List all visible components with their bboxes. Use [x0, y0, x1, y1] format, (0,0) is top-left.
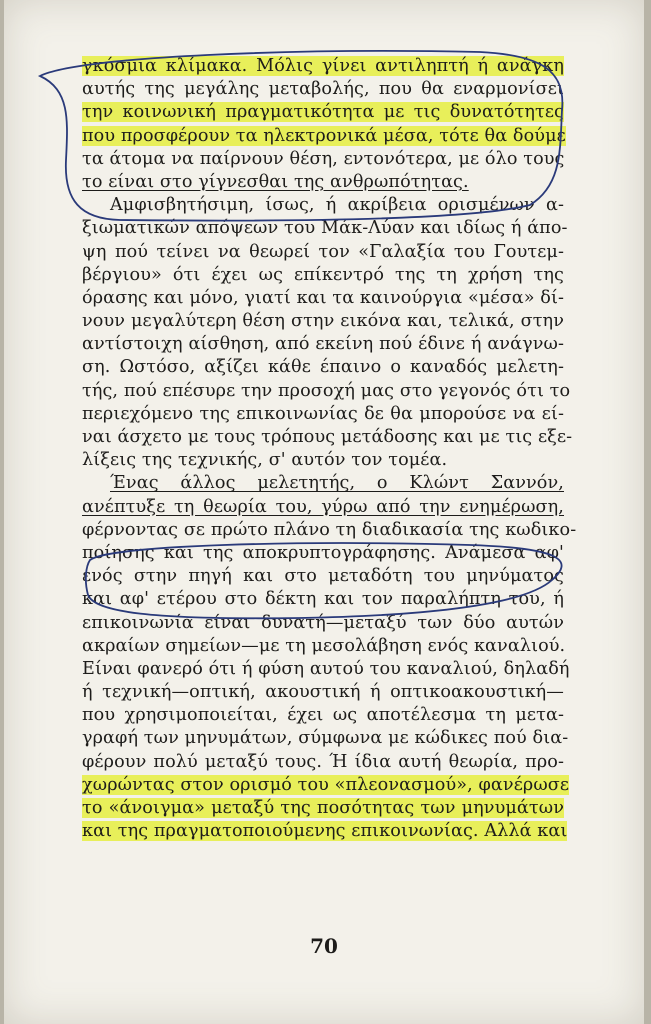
text-line: Είναι φανερό ότι ή φύση αυτού του καναλιού, δηλαδή [82, 658, 570, 679]
text-line: Ένας άλλος μελετητής, ο Κλώντ Σαννόν, [110, 473, 564, 494]
text-line: φέρνοντας σε πρώτο πλάνο τη διαδικασία της κωδικο- [82, 519, 577, 540]
text-line: ανέπτυξε τη θεωρία του, γύρω από την ενημέρωση, [82, 496, 564, 517]
text-line: επικοινωνία είναι δυνατή—μεταξύ των δύο αυτών [82, 612, 564, 633]
text-line: Αμφισβητήσιμη, ίσως, ή ακρίβεια ορισμένων α- [110, 195, 564, 216]
text-line: που χρησιμοποιείται, έχει ως αποτέλεσμα τη μετα- [82, 705, 564, 726]
book-page [4, 0, 644, 1024]
text-line: ναι άσχετο με τους τρόπους μετάδοσης και με τις εξε- [82, 427, 573, 447]
text-line: αυτής της μεγάλης μεταβολής, που θα εναρμονίσει [82, 79, 564, 100]
text-line: γκόσμια κλίμακα. Μόλις γίνει αντιληπτή ή ανάγκη [82, 56, 564, 76]
text-line: που προσφέρουν τα ηλεκτρονικά μέσα, τότε θα δούμε [82, 125, 566, 146]
text-line: λίξεις της τεχνικής, σ' αυτόν τον τομέα. [82, 450, 448, 471]
text-line: τα άτομα να παίρνουν θέση, εντονότερα, με όλο τους [82, 148, 565, 169]
text-line: ση. Ωστόσο, αξίζει κάθε έπαινο ο καναδός μελετη- [82, 357, 564, 378]
text-line: ψη πού τείνει να θεωρεί τον «Γαλαξία του Γουτεμ- [82, 241, 564, 262]
text-line: και της πραγματοποιούμενης επικοινωνίας. Αλλά και [82, 821, 568, 842]
text-line: ποίησης και της αποκρυπτογράφησης. Ανάμεσα αφ' [82, 542, 564, 563]
text-line: και αφ' ετέρου στο δέκτη και τον παραλήπτη του, ή [82, 589, 564, 610]
text-line: το «άνοιγμα» μεταξύ της ποσότητας των μηνυμάτων [82, 798, 564, 818]
text-line: ξιωματικών απόψεων του Μάκ-Λύαν και ιδίως ή άπο- [82, 218, 568, 239]
page-number: 70 [310, 934, 338, 958]
text-line: ακραίων σημείων—με τη μεσολάβηση ενός καναλιού. [82, 635, 566, 656]
text-line: αντίστοιχη αίσθηση, από εκείνη πού έδινε ή ανάγνω- [82, 334, 564, 355]
text-line: χωρώντας στον ορισμό του «πλεονασμού», φανέρωσε [82, 774, 570, 795]
text-line: την κοινωνική πραγματικότητα με τις δυνατότητες [82, 102, 564, 123]
text-line: το είναι στο γίγνεσθαι της ανθρωπότητας. [82, 171, 469, 192]
text-line: γραφή των μηνυμάτων, σύμφωνα με κώδικες πού δια- [82, 728, 569, 749]
text-line: ή τεχνική—οπτική, ακουστική ή οπτικοακουστική— [82, 682, 564, 703]
text-line: περιεχόμενο της επικοινωνίας δε θα μπορούσε να εί- [82, 403, 564, 424]
text-line: νουν μεγαλύτερη θέση στην εικόνα και, τελικά, στην [82, 311, 564, 332]
text-line: φέρουν πολύ μεταξύ τους. Ή ίδια αυτή θεωρία, προ- [82, 751, 564, 772]
text-line: βέργιου» ότι έχει ως επίκεντρό της τη χρήση της [82, 264, 564, 285]
text-line: όρασης και μόνο, γιατί και τα καινούργια «μέσα» δί- [82, 287, 564, 308]
text-line: ενός στην πηγή και στο μεταδότη του μηνύματος [82, 566, 564, 587]
body-text [82, 55, 577, 843]
text-line: τής, πού επέσυρε την προσοχή μας στο γεγονός ότι το [82, 380, 571, 401]
